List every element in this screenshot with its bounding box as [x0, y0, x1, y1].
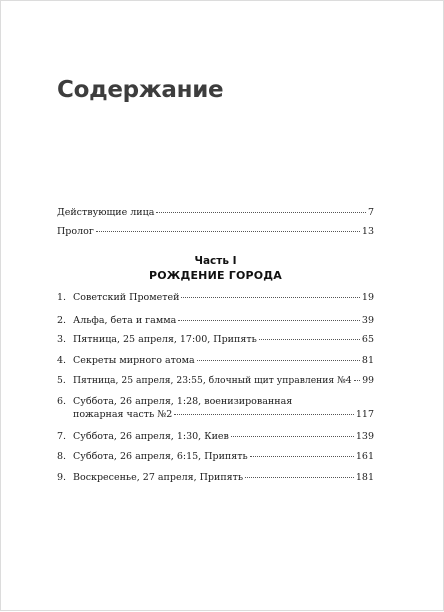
leader-dots [96, 231, 360, 232]
chapter-label: Пятница, 25 апреля, 17:00, Припять [73, 334, 257, 345]
toc-chapter-7[interactable] [57, 430, 374, 443]
chapter-page: 19 [361, 292, 374, 303]
chapter-number: 1. [57, 292, 67, 303]
chapter-label: Секреты мирного атома [73, 355, 195, 366]
toc-entry-prologue[interactable] [57, 225, 374, 238]
chapter-page: 99 [362, 375, 374, 386]
leader-dots [231, 436, 354, 437]
chapter-page: 161 [355, 451, 374, 462]
part-heading [57, 254, 374, 284]
chapter-label-line1: Суббота, 26 апреля, 1:28, военизированная [73, 396, 293, 407]
leader-dots [245, 477, 354, 478]
part-title: РОЖДЕНИЕ ГОРОДА [148, 269, 283, 282]
chapter-label: Пятница, 25 апреля, 23:55, блочный щит управления №4 [73, 375, 352, 386]
leader-dots [156, 212, 366, 213]
leader-dots [174, 414, 354, 415]
toc-chapter-1[interactable] [57, 291, 374, 304]
chapter-page: 39 [361, 315, 374, 326]
leader-dots [354, 380, 361, 381]
toc-chapter-8[interactable] [57, 450, 374, 463]
leader-dots [181, 297, 359, 298]
toc-entry-label: Пролог [57, 226, 94, 237]
chapter-number: 9. [57, 472, 67, 483]
toc-chapter-4[interactable] [57, 354, 374, 367]
part-number: Часть I [194, 255, 237, 267]
chapter-label: Воскресенье, 27 апреля, Припять [73, 472, 244, 483]
chapter-number: 8. [57, 451, 67, 462]
leader-dots [197, 360, 360, 361]
page-title: Содержание [57, 77, 224, 103]
chapter-page: 81 [361, 355, 374, 366]
chapter-number: 4. [57, 355, 67, 366]
chapter-page: 65 [361, 334, 374, 345]
toc-entry-label: Действующие лица [57, 207, 155, 218]
chapter-page: 117 [355, 409, 374, 420]
toc-chapter-5[interactable] [57, 374, 374, 387]
chapter-label: Альфа, бета и гамма [73, 315, 177, 326]
book-page [1, 1, 443, 610]
leader-dots [178, 320, 360, 321]
toc-entry-page: 13 [361, 226, 374, 237]
chapter-page: 139 [355, 431, 374, 442]
chapter-number: 6. [57, 396, 67, 407]
toc-entry-page: 7 [367, 207, 374, 218]
chapter-label: Суббота, 26 апреля, 6:15, Припять [73, 451, 248, 462]
leader-dots [259, 339, 360, 340]
chapter-page: 181 [355, 472, 374, 483]
chapter-number: 7. [57, 431, 67, 442]
chapter-number: 3. [57, 334, 67, 345]
chapter-number: 5. [57, 375, 66, 386]
toc-chapter-3[interactable] [57, 333, 374, 346]
chapter-label-line2: пожарная часть №2 [73, 409, 173, 420]
toc-chapter-9[interactable] [57, 471, 374, 484]
toc-chapter-6[interactable] [57, 395, 374, 421]
chapter-label: Советский Прометей [73, 292, 180, 303]
chapter-label: Суббота, 26 апреля, 1:30, Киев [73, 431, 229, 442]
toc-entry-characters[interactable] [57, 206, 374, 219]
chapter-number: 2. [57, 315, 67, 326]
toc-chapter-2[interactable] [57, 314, 374, 327]
leader-dots [250, 456, 354, 457]
